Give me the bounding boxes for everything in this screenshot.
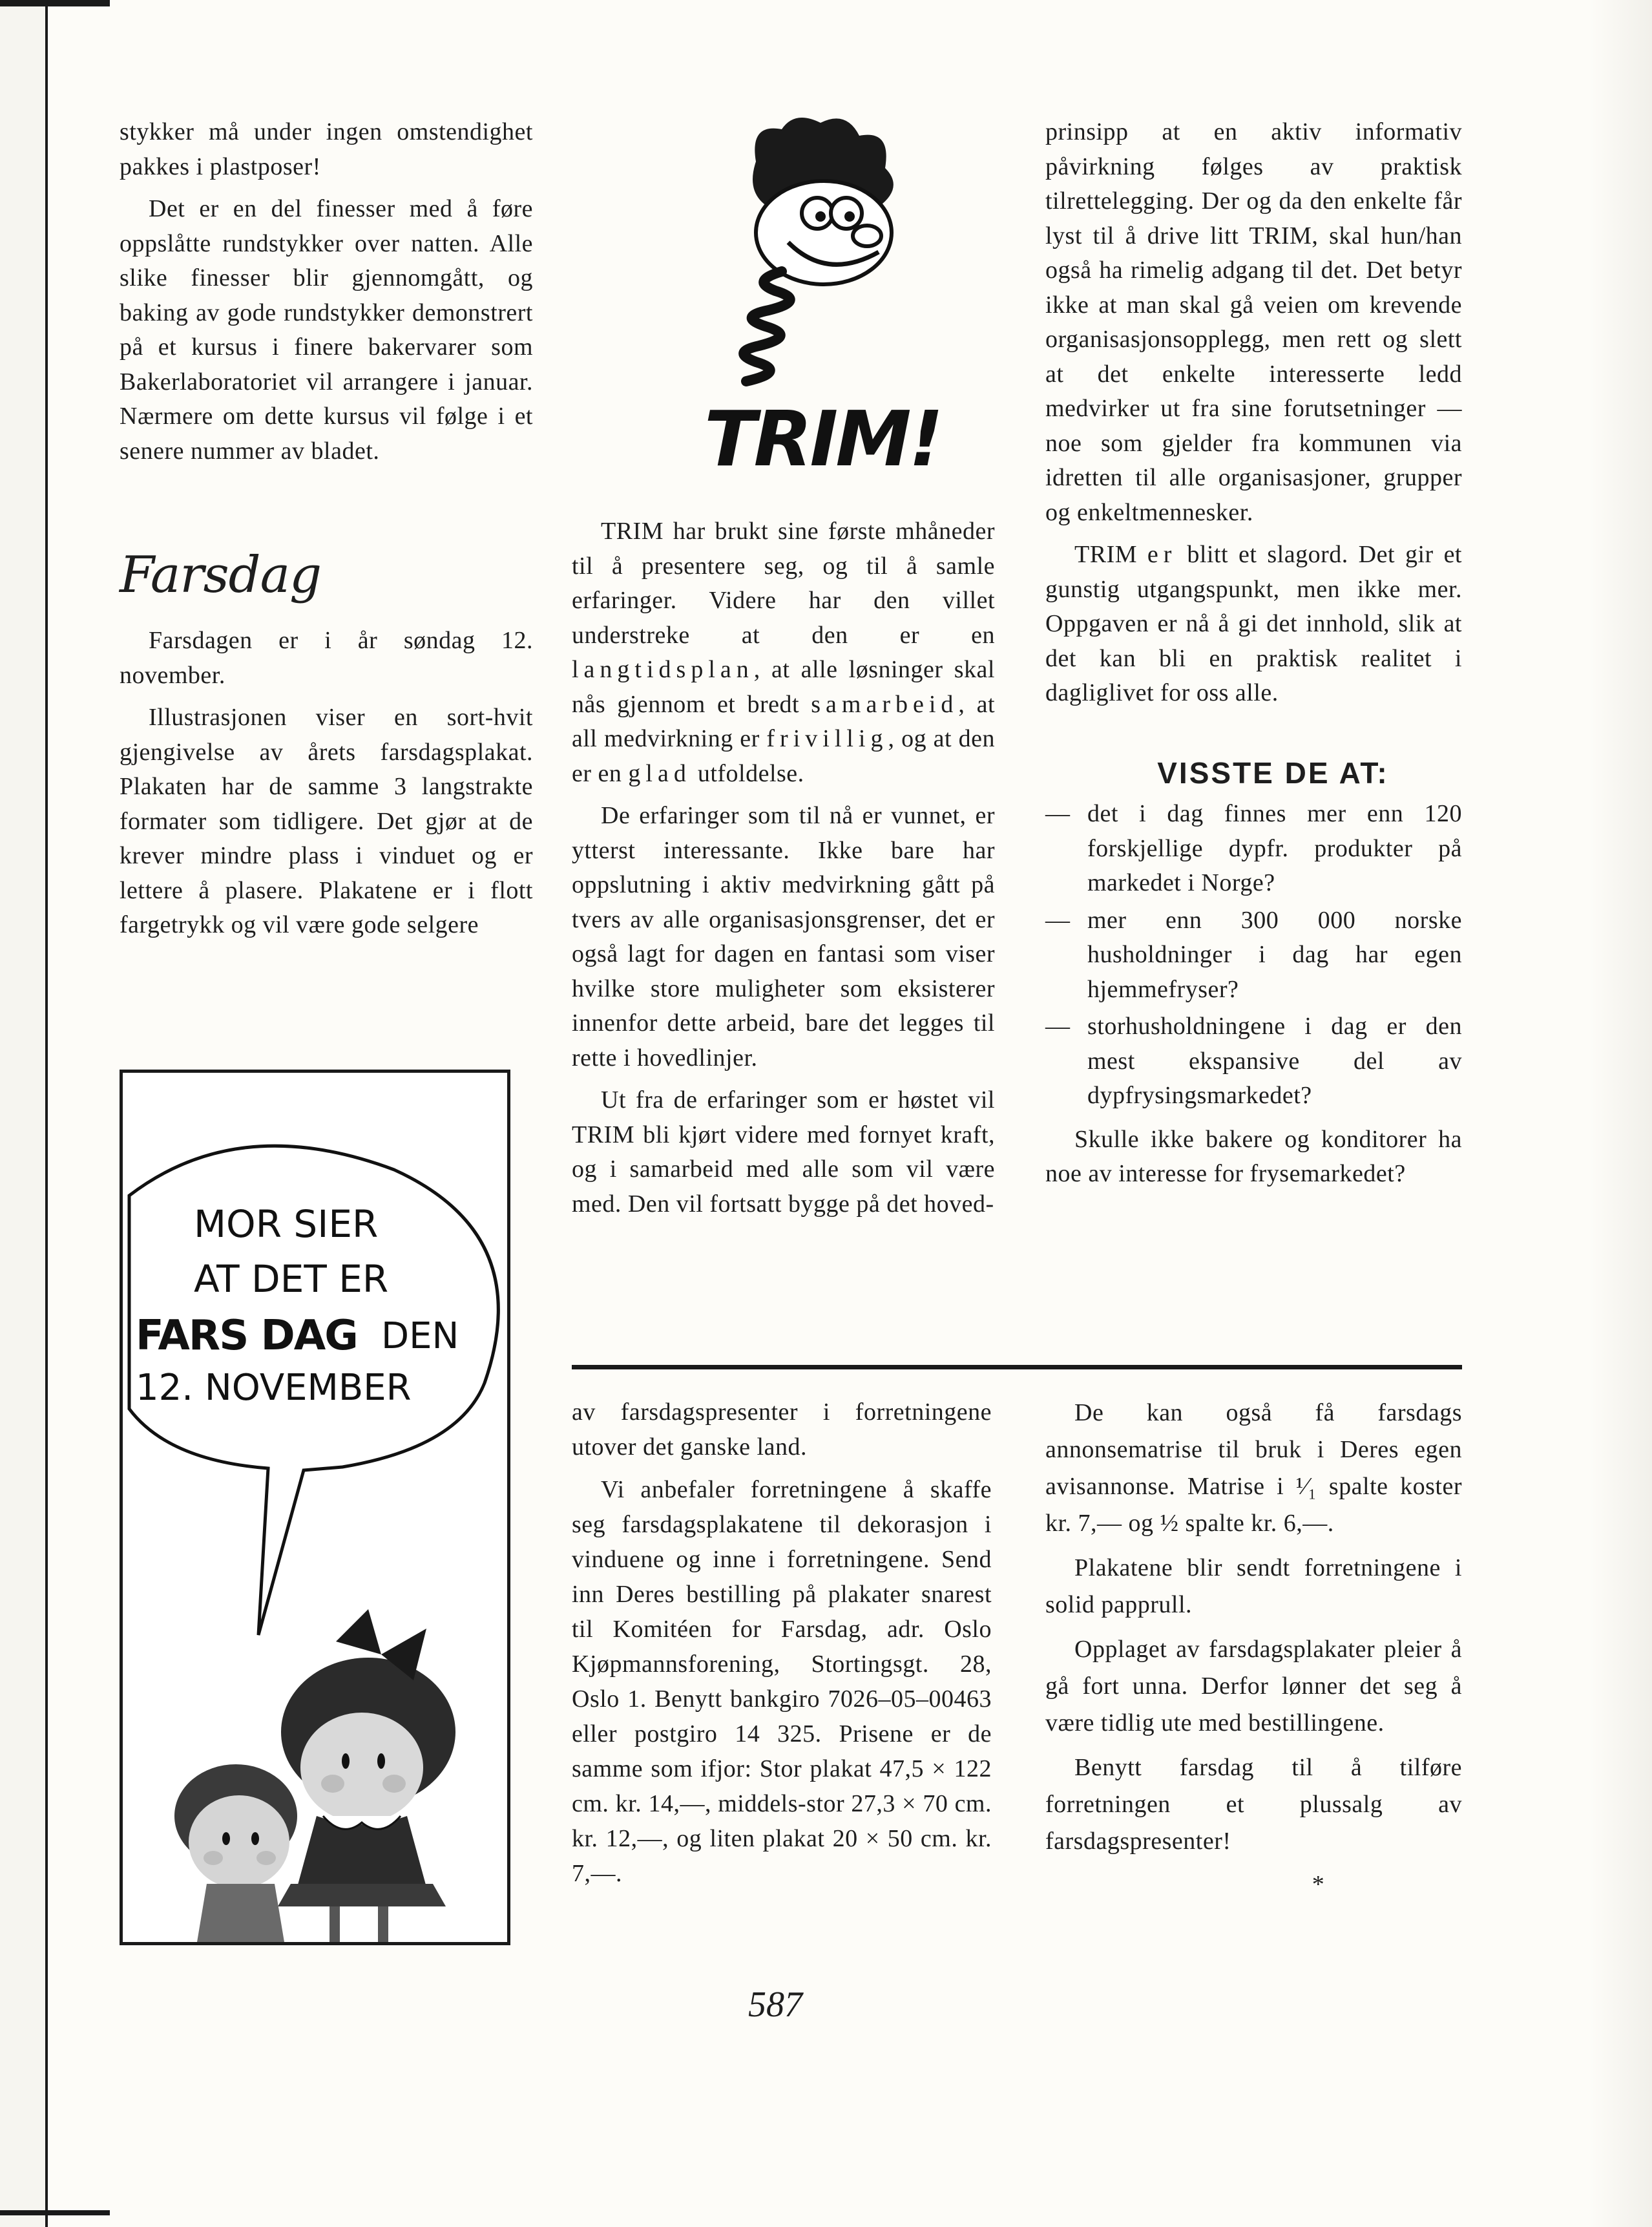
list-item: — mer enn 300 000 norske husholdninger i dag har egen hjemmefryser?	[1045, 903, 1462, 1008]
section-divider	[572, 1365, 1462, 1369]
scan-edge	[0, 0, 48, 2227]
paragraph: prinsipp at en aktiv informativ påvirkning følges av praktisk tilrettelegging. Der og da den enkelte får lyst til å drive litt TRIM, skal hun/han også ha rimelig adgang til det. Det betyr ikke at man skal gå veien om krevende organisasjonsopplegg, men rett og slett at det enkelte interesserte ledd medvirker ut fra sine forutsetninger — noe som gjelder fra kommunen via idretten til alle organisasjoner, grupper og enkeltmennesker.	[1045, 118, 1462, 526]
dash-marker: —	[1045, 1013, 1071, 1040]
list-item: — det i dag finnes mer enn 120 forskjellige dypfr. produkter på markedet i Norge?	[1045, 797, 1462, 901]
column-3	[1045, 115, 1462, 1192]
scan-corner-mark-bottom	[0, 2210, 110, 2215]
poster-line-4: 12. NOVEMBER	[136, 1367, 412, 1409]
list-item: — storhusholdningene i dag er den mest ekspansive del av dypfrysingsmarkedet?	[1045, 1009, 1462, 1114]
spaced-emphasis: langtidsplan	[572, 656, 754, 683]
scan-shadow	[1589, 0, 1652, 2227]
paragraph: stykker må under ingen omstendighet pakkes i plastposer!	[120, 118, 533, 180]
column-1	[120, 115, 533, 943]
poster-line-1: MOR SIER	[194, 1202, 379, 1246]
dash-marker: —	[1045, 906, 1071, 934]
farsdag-poster	[120, 1070, 510, 1945]
spaced-emphasis: samarbeid	[811, 690, 959, 718]
paragraph: Opplaget av farsdagsplakater pleier å gå fort unna. Derfor lønner det seg å være tidlig ute med bestillingene.	[1045, 1636, 1462, 1736]
paragraph: Illustrasjonen viser en sort-hvit gjengivelse av årets farsdagsplakat. Plakaten har de samme 3 langstrakte formater som tidligere. Det gjør at de krever mindre plass i vinduet og er lettere å plasere. Plakatene er i flott fargetrykk og vil være gode selgere	[120, 704, 533, 938]
paragraph: Skulle ikke bakere og konditorer ha noe av interesse for frysemarkedet?	[1045, 1125, 1462, 1187]
paragraph: Plakatene blir sendt forretningene i solid papprull.	[1045, 1554, 1462, 1618]
spaced-emphasis: er	[1147, 541, 1177, 568]
trim-logo	[685, 110, 943, 498]
column-bottom-middle	[572, 1395, 992, 1891]
paragraph: Vi anbefaler forretningene å skaffe seg farsdagsplakatene til dekorasjon i vinduene og inne i forretningene. Send inn Deres bestilling på plakater snarest til Komitéen for Farsdag, adr. Oslo Kjøpmannsforening, Stortingsgt. 28, Oslo 1. Benytt bankgiro 7026–05–00463 eller postgiro 14 325. Prisene er de samme som ifjor: Stor plakat 47,5 × 122 cm. kr. 14,—, middels-stor 27,3 × 70 cm. kr. 12,—, og liten plakat 20 × 50 cm. kr. 7,—.	[572, 1476, 992, 1887]
spaced-emphasis: frivillig	[766, 725, 888, 752]
spaced-emphasis: glad	[628, 759, 691, 787]
poster-line-2: AT DET ER	[194, 1257, 389, 1301]
section-heading-farsdag: Farsdag	[120, 546, 322, 604]
paragraph: TRIM er blitt et slagord. Det gir et gunstig utgangspunkt, men ikke mer. Oppgaven er nå å gi det innhold, slik at det kan bli en praktisk realitet i dagliglivet for oss alle.	[1045, 541, 1462, 706]
end-mark: *	[1312, 1871, 1325, 1898]
paragraph: Farsdagen er i år søndag 12. november.	[120, 627, 533, 689]
page-number: 587	[748, 1985, 802, 2025]
paragraph: De erfaringer som til nå er vunnet, er ytterst interessante. Ikke bare har oppslutning i aktiv medvirkning gått på tvers av alle organisasjonsgrenser, det er også lagt for dagen en fantasi som viser hvilke store muligheter som eksisterer innenfor dette arbeid, bare det legges til rette i hovedlinjer.	[572, 802, 995, 1071]
poster-line-3-rest: DEN	[381, 1315, 459, 1357]
column-2	[572, 514, 995, 1221]
paragraph: De kan også få farsdags annonsematrise til bruk i Deres egen avisannonse. Matrise i ¹⁄₁ spalte koster kr. 7,— og ½ spalte kr. 6,—.	[1045, 1399, 1462, 1537]
trim-wordmark: TRIM!	[704, 394, 941, 483]
paragraph: Det er en del finesser med å føre oppslåtte rundstykker over natten. Alle slike finesser blir gjennomgått, og baking av gode rundstykker demonstrert på et kursus i finere bakervarer som Bakerlaboratoriet vil arrangere i januar. Nærmere om dette kursus vil følge i et senere nummer av bladet.	[120, 195, 533, 465]
paragraph: Benytt farsdag til å tilføre forretningen et plussalg av farsdagspresenter!	[1045, 1754, 1462, 1855]
poster-line-3-bold: FARS DAG	[136, 1312, 357, 1360]
paragraph: Ut fra de erfaringer som er høstet vil TRIM bli kjørt videre med fornyet kraft, og i samarbeid med alle som vil være med. Den vil fortsatt bygge på det hoved-	[572, 1086, 995, 1218]
visste-de-at-heading: VISSTE DE AT:	[1157, 755, 1389, 790]
dash-marker: —	[1045, 800, 1071, 827]
paragraph: TRIM har brukt sine første mhåneder til å presentere seg, og til å samle erfaringer. Videre har den villet understreke at den er en langtidsplan, at alle løsninger skal nås gjennom et bredt samarbeid, at all medvirkning er frivillig, og at den er en glad utfoldelse.	[572, 518, 995, 787]
scan-corner-mark	[0, 0, 110, 6]
paragraph: av farsdagspresenter i forretningene utover det ganske land.	[572, 1398, 992, 1461]
column-bottom-right	[1045, 1395, 1462, 1903]
